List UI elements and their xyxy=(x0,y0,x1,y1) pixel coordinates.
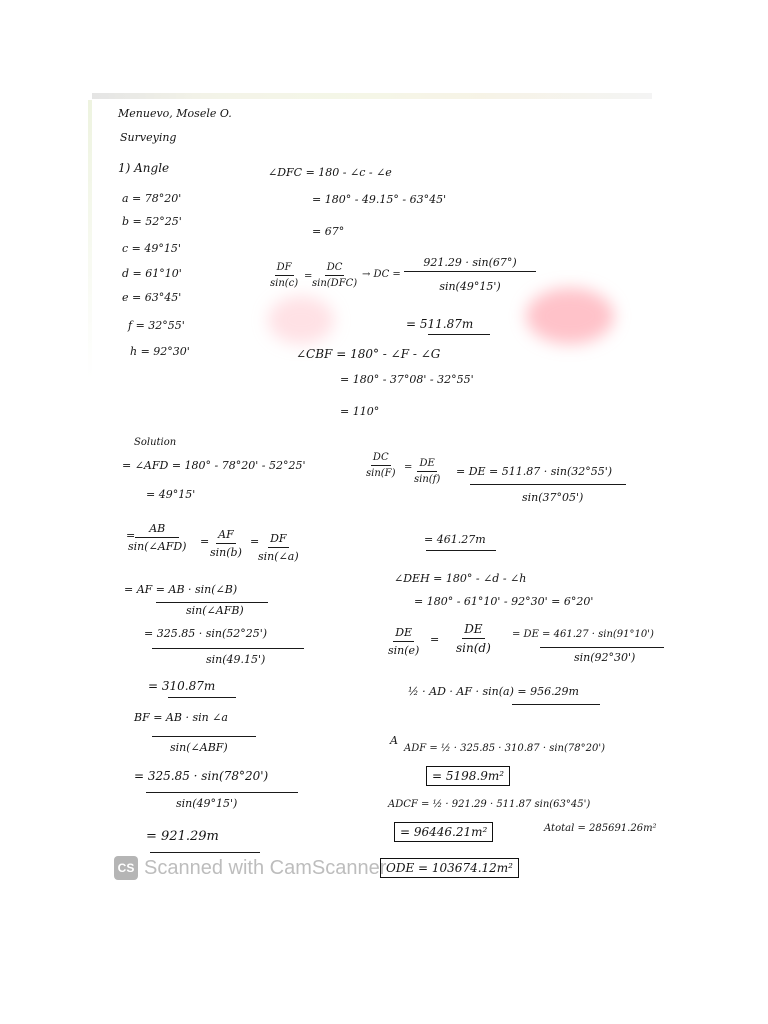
given-item: b = 52°25' xyxy=(122,215,182,228)
solution-heading: Solution xyxy=(134,437,177,448)
adf-area-box: = 5198.9m² xyxy=(426,766,510,786)
fraction-bar xyxy=(540,647,664,648)
angle-cbf-sub: = 180° - 37°08' - 32°55' xyxy=(340,373,474,386)
student-name: Menuevo, Mosele O. xyxy=(118,107,232,120)
equals-sign: = xyxy=(126,529,136,542)
scan-edge-left xyxy=(88,100,92,380)
ratio-fraction xyxy=(258,532,299,563)
dc-denominator: sin(49°15') xyxy=(439,280,501,293)
fraction-bar xyxy=(156,602,268,603)
af-result: = 310.87m xyxy=(148,679,216,693)
ratio-fraction xyxy=(366,452,396,479)
angle-dfc: ∠DFC = 180 - ∠c - ∠e xyxy=(268,166,392,179)
dcf-area: ADCF = ½ · 921.29 · 511.87 sin(63°45') xyxy=(388,799,591,810)
ratio-fraction xyxy=(128,522,186,553)
given-item: f = 32°55' xyxy=(128,319,185,332)
stain-mark xyxy=(268,296,334,344)
ratio-numerator: DC xyxy=(371,452,391,466)
camscanner-logo: CS xyxy=(114,856,138,880)
equals-sign: = xyxy=(250,535,260,548)
result-underline xyxy=(512,704,600,705)
stain-mark xyxy=(526,288,614,344)
ratio-denominator: sin(F) xyxy=(366,468,396,479)
dc-result: = 511.87m xyxy=(406,317,474,331)
result-underline xyxy=(426,550,496,551)
fraction-bar xyxy=(152,648,304,649)
given-item: c = 49°15' xyxy=(122,242,181,255)
ratio-fraction xyxy=(210,528,242,559)
given-item: a = 78°20' xyxy=(122,192,182,205)
given-item: h = 92°30' xyxy=(130,345,190,358)
angle-afd: = ∠AFD = 180° - 78°20' - 52°25' xyxy=(122,459,306,472)
angle-deh-sub: = 180° - 61°10' - 92°30' = 6°20' xyxy=(414,595,594,608)
angle-cbf: ∠CBF = 180° - ∠F - ∠G xyxy=(296,347,441,361)
result-underline xyxy=(168,697,236,698)
a-label: A xyxy=(390,734,398,747)
ratio-denominator: sin(f) xyxy=(414,474,441,485)
de-denominator: sin(37°05') xyxy=(522,491,584,504)
ratio-denominator: sin(b) xyxy=(210,546,242,559)
fraction-bar xyxy=(146,792,298,793)
total-area: Atotal = 285691.26m² xyxy=(544,823,657,834)
ratio-numerator: DC xyxy=(325,262,345,276)
ratio-denominator: sin(∠AFD) xyxy=(128,540,187,553)
ratio-numerator: DE xyxy=(393,626,414,642)
scan-edge-top xyxy=(92,93,652,99)
af-denominator: sin(∠AFB) xyxy=(186,604,244,617)
ratio-denominator: sin(DFC) xyxy=(312,278,358,289)
equals-sign: = xyxy=(304,271,313,282)
equals-sign: = xyxy=(200,535,210,548)
area-half: ½ · AD · AF · sin(a) = 956.29m xyxy=(408,685,579,698)
ratio-fraction xyxy=(312,262,357,289)
ratio-numerator: AF xyxy=(216,528,236,544)
bf-result: = 921.29m xyxy=(146,829,219,844)
dcf-area-box: = 96446.21m² xyxy=(394,822,493,842)
ratio-denominator: sin(∠a) xyxy=(258,550,299,563)
ratio-fraction xyxy=(270,262,298,289)
angle-deh: ∠DEH = 180° - ∠d - ∠h xyxy=(394,572,527,585)
equals-sign: = xyxy=(404,462,413,473)
ratio-numerator: DE xyxy=(417,458,436,472)
de-equation: = DE = 511.87 · sin(32°55') xyxy=(456,465,613,478)
equals-sign: = xyxy=(430,633,440,646)
dc-fraction xyxy=(404,256,536,293)
adf-area: ADF = ½ · 325.85 · 310.87 · sin(78°20') xyxy=(404,743,605,754)
ratio-arrow: → DC = xyxy=(362,269,401,280)
angle-dfc-result: = 67° xyxy=(312,225,345,238)
bf-denominator: sin(∠ABF) xyxy=(170,741,228,754)
ratio-numerator: DF xyxy=(268,532,288,548)
angle-cbf-result: = 110° xyxy=(340,405,380,418)
fraction-bar xyxy=(152,736,256,737)
given-item: d = 61°10' xyxy=(122,267,182,280)
deh-equation: = DE = 461.27 · sin(91°10') xyxy=(512,629,654,640)
given-item: e = 63°45' xyxy=(122,291,182,304)
angle-dfc-sub: = 180° - 49.15° - 63°45' xyxy=(312,193,447,206)
af-sub-denominator: sin(49.15') xyxy=(206,653,266,666)
ratio-denominator: sin(d) xyxy=(456,641,491,655)
fraction-bar xyxy=(470,484,626,485)
ratio-numerator: AB xyxy=(135,522,179,538)
watermark-text: Scanned with CamScanner xyxy=(144,856,387,879)
bf-sub-denominator: sin(49°15') xyxy=(176,797,238,810)
ode-area-box: ODE = 103674.12m² xyxy=(380,858,519,878)
bf-equation: BF = AB · sin ∠a xyxy=(134,711,228,724)
subject-label: Surveying xyxy=(120,131,177,144)
given-title: 1) Angle xyxy=(118,161,170,175)
result-underline xyxy=(428,334,490,335)
de-result: = 461.27m xyxy=(424,533,486,546)
ratio-fraction xyxy=(414,458,440,485)
dc-numerator: 921.29 · sin(67°) xyxy=(404,256,536,272)
af-substitution: = 325.85 · sin(52°25') xyxy=(144,627,268,640)
ratio-numerator: DF xyxy=(275,262,294,276)
ratio-denominator: sin(e) xyxy=(388,644,420,657)
deh-denominator: sin(92°30') xyxy=(574,651,636,664)
ratio-numerator: DE xyxy=(462,622,484,639)
ratio-denominator: sin(c) xyxy=(270,278,299,289)
camscanner-watermark xyxy=(114,853,386,883)
angle-afd-result: = 49°15' xyxy=(146,488,196,501)
ratio-fraction xyxy=(456,622,491,655)
ratio-fraction xyxy=(388,626,419,657)
bf-substitution: = 325.85 · sin(78°20') xyxy=(134,769,269,783)
af-equation: = AF = AB · sin(∠B) xyxy=(124,583,238,596)
